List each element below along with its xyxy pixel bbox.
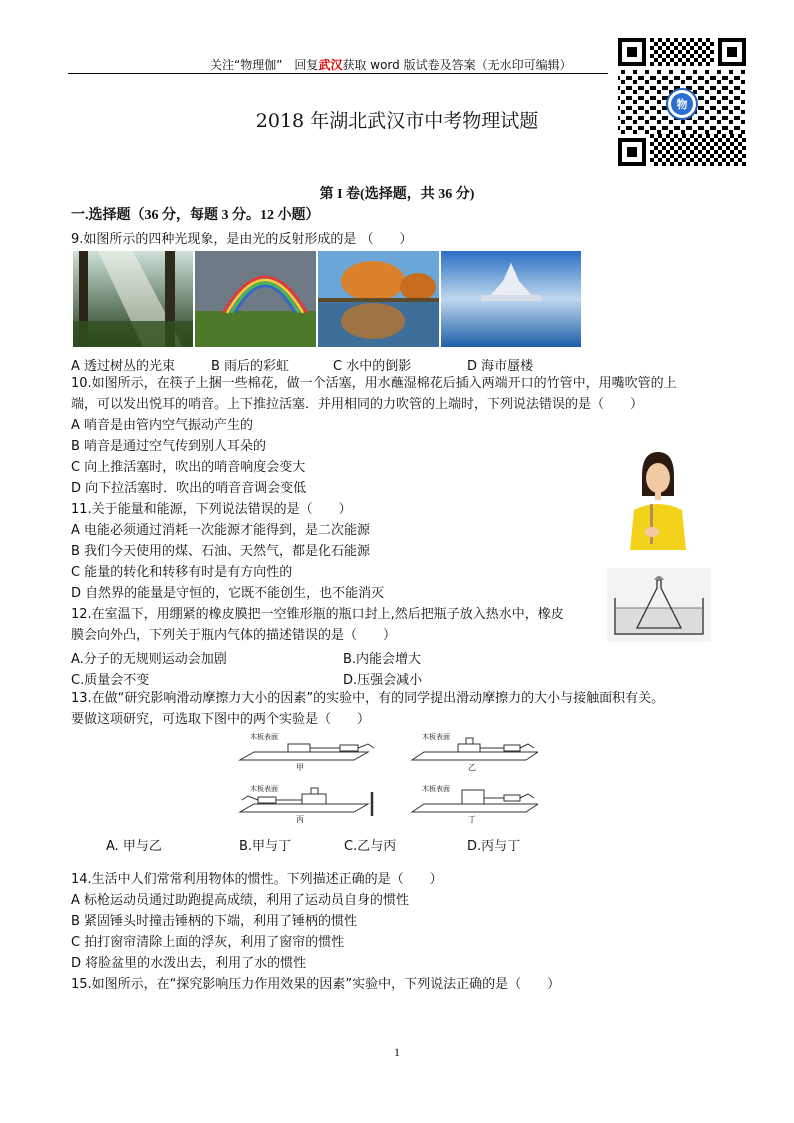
section-title: 第 I 卷(选择题，共 36 分) [319,187,475,202]
page-number: 1 [394,1045,400,1059]
q13-surface-label-b: 木板表面 [422,733,450,741]
q13-label-bing: 丙 [296,815,304,824]
q9-photo-mirage [441,251,581,347]
q10-stem-line1: 10.如图所示，在筷子上捆一些棉花，做一个活塞，用水蘸湿棉花后插入两端开口的竹管中，用嘴吹管的上 [71,376,677,391]
q10-option-a[interactable]: A 哨音是由管内空气振动产生的 [71,418,254,433]
q13-surface-label-c: 木板表面 [250,785,278,793]
exam-title: 2018 年湖北武汉市中考物理试题 [255,110,539,132]
q9-photo-forest-light [73,251,193,347]
q10-photo-girl-whistle [620,446,696,550]
q13-option-c[interactable]: C.乙与丙 [344,839,397,854]
q13-surface-label-d: 木板表面 [422,785,450,793]
q10-stem-line2: 端，可以发出悦耳的哨音。上下推拉活塞．并用相同的力吹管的上端时，下列说法错误的是（ ） [71,397,644,412]
q13-option-d[interactable]: D.丙与丁 [467,839,521,854]
q13-label-yi: 乙 [468,763,476,772]
q9-stem: 9.如图所示的四种光现象，是由光的反射形成的是 （ ） [71,232,413,247]
q12-option-b[interactable]: B.内能会增大 [343,652,422,667]
part-heading: 一.选择题（36 分，每题 3 分。12 小题） [71,208,320,223]
q10-option-c[interactable]: C 向上推活塞时，吹出的哨音响度会变大 [71,460,306,475]
q9-photo-reflection [318,251,439,347]
q11-option-b[interactable]: B 我们今天使用的煤、石油、天然气，都是化石能源 [71,544,371,559]
q12-option-c[interactable]: C.质量会不变 [71,673,150,688]
q12-option-d[interactable]: D.压强会减小 [343,673,423,688]
qr-code[interactable] [614,34,750,170]
header-notice [210,56,572,73]
header-divider [68,73,608,74]
q11-option-c[interactable]: C 能量的转化和转移有时是有方向性的 [71,565,293,580]
qr-logo-badge: 物 [676,98,688,111]
q13-option-b[interactable]: B.甲与丁 [239,839,292,854]
q14-option-b[interactable]: B 紧固锤头时撞击锤柄的下端，利用了锤柄的惯性 [71,914,358,929]
q11-option-d[interactable]: D 自然界的能量是守恒的，它既不能创生，也不能消灭 [71,586,385,601]
q11-option-a[interactable]: A 电能必须通过消耗一次能源才能得到，是二次能源 [71,523,371,538]
q9-option-d[interactable]: D 海市蜃楼 [467,359,534,374]
q14-option-a[interactable]: A 标枪运动员通过助跑提高成绩，利用了运动员自身的惯性 [71,893,410,908]
q13-stem-line2: 要做这项研究，可选取下图中的两个实验是（ ） [71,712,371,727]
q13-option-a[interactable]: A. 甲与乙 [106,839,162,854]
q13-friction-figure [236,730,538,826]
q10-option-b[interactable]: B 哨音是通过空气传到别人耳朵的 [71,439,267,454]
q11-stem: 11.关于能量和能源，下列说法错误的是（ ） [71,502,352,517]
q14-option-c[interactable]: C 拍打窗帘清除上面的浮灰，利用了窗帘的惯性 [71,935,345,950]
q14-stem: 14.生活中人们常常利用物体的惯性。下列描述正确的是（ ） [71,872,443,887]
q12-stem-line1: 12.在室温下，用绷紧的橡皮膜把一空锥形瓶的瓶口封上,然后把瓶子放入热水中，橡皮 [71,607,564,622]
q9-photo-rainbow [195,251,316,347]
q13-label-ding: 丁 [468,815,476,824]
q13-surface-label-a: 木板表面 [250,733,278,741]
q12-stem-line2: 膜会向外凸，下列关于瓶内气体的描述错误的是（ ） [71,628,397,643]
q13-stem-line1: 13.在做“研究影响滑动摩擦力大小的因素”的实验中，有的同学提出滑动摩擦力的大小与接触面积有关。 [71,691,665,706]
q9-option-a[interactable]: A 透过树丛的光束 [71,359,176,374]
q14-option-d[interactable]: D 将脸盆里的水泼出去，利用了水的惯性 [71,956,307,971]
q9-option-c[interactable]: C 水中的倒影 [333,359,412,374]
header-text-2: 获取 word 版试卷及答案（无水印可编辑） [342,58,572,72]
q13-label-jia: 甲 [296,763,304,772]
q9-option-b[interactable]: B 雨后的彩虹 [211,359,290,374]
q12-option-a[interactable]: A.分子的无规则运动会加剧 [71,652,227,667]
q15-stem: 15.如图所示，在“探究影响压力作用效果的因素”实验中，下列说法正确的是（ ） [71,977,561,992]
q10-option-d[interactable]: D 向下拉活塞时．吹出的哨音音调会变低 [71,481,307,496]
header-highlight: 武汉 [318,58,343,72]
q12-figure-flask-in-water [607,568,711,642]
header-text-1: 关注“物理伽” 回复 [210,58,319,72]
